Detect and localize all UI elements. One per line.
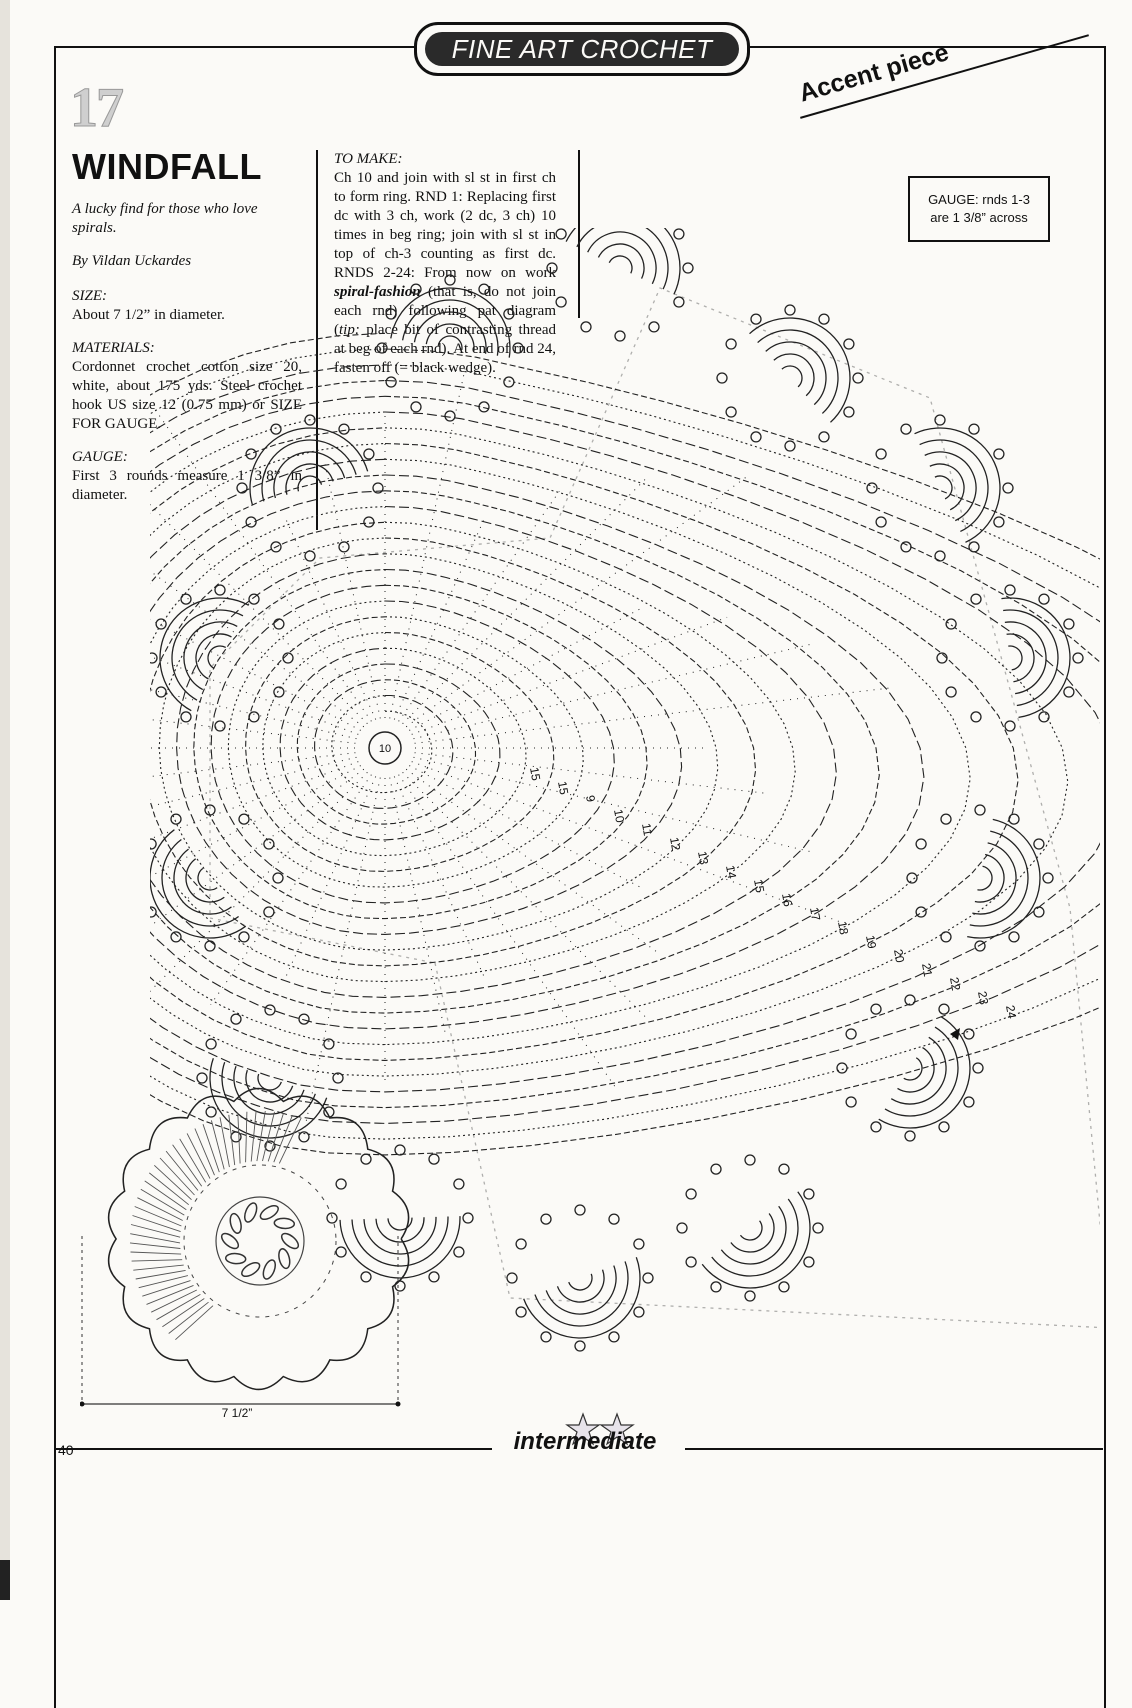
- materials-heading: MATERIALS:: [72, 340, 155, 356]
- round-label: 21: [919, 962, 936, 978]
- round-label: 17: [807, 906, 824, 922]
- page-spine: [0, 0, 10, 1600]
- round-label: 15: [751, 878, 768, 894]
- gauge-callout-line1: GAUGE: rnds 1-3: [928, 192, 1030, 207]
- pattern-byline: By Vildan Uckardes: [72, 253, 192, 269]
- round-label: 24: [1003, 1004, 1020, 1020]
- round-label: 19: [863, 934, 880, 950]
- round-label: 22: [947, 976, 964, 992]
- pattern-number: 17: [70, 77, 122, 139]
- instructions-part3: place bit of contrasting thread at beg of each rnd). At end of rnd 24, fasten off (= black wedge).: [334, 322, 557, 376]
- difficulty-level: intermediate: [513, 1428, 657, 1455]
- size-text: About 7 1/2” in diameter.: [72, 307, 225, 323]
- round-label: 14: [723, 864, 740, 880]
- round-label: 15: [527, 766, 544, 782]
- instructions-tip-label: tip:: [339, 322, 360, 338]
- instructions-emphasis: spiral-fashion: [334, 284, 421, 300]
- end-wedge-marker: [950, 1028, 960, 1040]
- crochet-chart-diagram: [150, 228, 1100, 1708]
- doily-photo-thumbnail: [80, 1086, 420, 1426]
- instructions-heading: TO MAKE:: [334, 151, 403, 167]
- footer-rule-left: [54, 1448, 492, 1450]
- gauge-callout-line2: are 1 3/8” across: [930, 210, 1028, 225]
- round-label: 9: [583, 794, 598, 804]
- page-spine-shadow: [0, 1560, 10, 1600]
- size-heading: SIZE:: [72, 288, 107, 304]
- gauge-text: First 3 rounds measure 1 3/8” in diameter.: [72, 468, 302, 503]
- instructions-part2: (that is, do not join each rnd) following pat diagram (: [334, 284, 556, 338]
- round-label: 13: [695, 850, 712, 866]
- materials-text: Cordonnet crochet cotton size 20, white, about 175 yds. Steel crochet hook US size 12 (0.75 mm) or SIZE FOR GAUGE.: [72, 359, 302, 432]
- round-label: 15: [555, 780, 572, 796]
- footer-rule-right: [685, 1448, 1103, 1450]
- round-label: 11: [639, 822, 655, 837]
- round-label: 23: [975, 990, 992, 1006]
- page-number: 40: [58, 1442, 74, 1458]
- pattern-title: WINDFALL: [72, 146, 262, 187]
- round-label: 12: [667, 836, 684, 852]
- banner-title: FINE ART CROCHET: [425, 32, 739, 66]
- pattern-tagline: A lucky find for those who love spirals.: [72, 201, 258, 236]
- section-banner: [414, 22, 750, 76]
- round-label: 18: [835, 920, 852, 936]
- round-label: 10: [611, 808, 628, 824]
- accent-label: Accent piece: [795, 38, 952, 108]
- center-ring-label: 10: [378, 743, 392, 755]
- thumbnail-measurement: 7 1/2”: [200, 1406, 274, 1420]
- gauge-heading: GAUGE:: [72, 449, 128, 465]
- round-label: 16: [779, 892, 796, 908]
- instructions-part1: Ch 10 and join with sl st in first ch to form ring. RND 1: Replacing first dc with 3 ch, work (2 dc, 3 ch) 10 times in beg ring; join with sl st in top of ch-3 counting as first dc. RNDS 2-24: From now on work: [334, 170, 556, 281]
- round-label: 20: [891, 948, 908, 964]
